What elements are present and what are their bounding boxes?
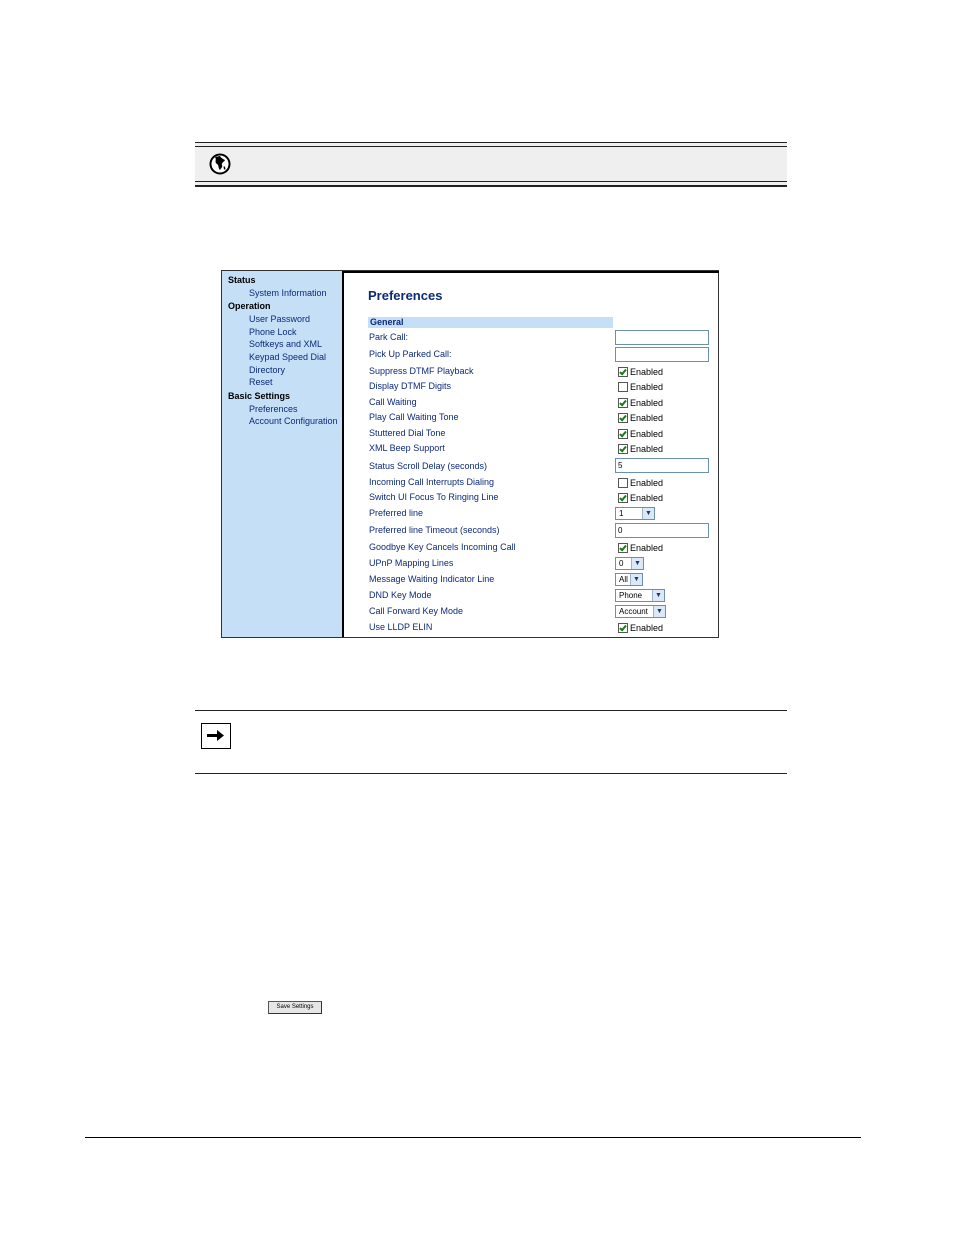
checkbox-box[interactable] [618, 398, 628, 408]
label-park-call: Park Call: [369, 332, 409, 342]
label-mwi-line: Message Waiting Indicator Line [369, 574, 495, 584]
select-value: Account [619, 607, 648, 616]
save-settings-button[interactable]: Save Settings [268, 1001, 322, 1014]
globe-icon [209, 153, 231, 175]
checkbox-box[interactable] [618, 367, 628, 377]
checkbox-box[interactable] [618, 382, 628, 392]
checkbox-label: Enabled [630, 413, 664, 423]
checkbox-label: Enabled [630, 444, 664, 454]
select-value: Phone [619, 591, 643, 600]
sidebar-item-preferences[interactable]: Preferences [249, 404, 298, 414]
checkbox-box[interactable] [618, 543, 628, 553]
checkbox-label: Enabled [630, 429, 664, 439]
label-use-lldp-elin: Use LLDP ELIN [369, 622, 433, 632]
checkbox-box[interactable] [618, 444, 628, 454]
call-forward-key-mode-select[interactable] [615, 605, 666, 618]
web-ui-bar [195, 142, 787, 187]
arrow-right-icon [201, 723, 231, 749]
chevron-down-icon[interactable]: ▼ [642, 508, 654, 519]
suppress-dtmf-checkbox[interactable] [618, 367, 663, 378]
footer-rule [85, 1137, 861, 1138]
checkbox-label: Enabled [630, 478, 664, 488]
rule [195, 185, 787, 187]
play-call-waiting-tone-checkbox[interactable] [618, 413, 663, 424]
sidebar-section-basic-settings[interactable]: Basic Settings [228, 391, 291, 401]
preferred-line-timeout-input[interactable]: 0 [615, 523, 709, 538]
rule [195, 142, 787, 143]
sidebar-item-softkeys-xml[interactable]: Softkeys and XML [249, 339, 323, 349]
sidebar-section-status[interactable]: Status [228, 275, 256, 285]
checkbox-label: Enabled [630, 543, 664, 553]
checkbox-label: Enabled [630, 493, 664, 503]
label-switch-ui-focus: Switch UI Focus To Ringing Line [369, 492, 499, 502]
header-rule [342, 271, 719, 273]
label-call-forward-key-mode: Call Forward Key Mode [369, 606, 464, 616]
sidebar-item-phone-lock[interactable]: Phone Lock [249, 327, 297, 337]
chevron-down-icon[interactable]: ▼ [653, 606, 665, 617]
dnd-key-mode-select[interactable] [615, 589, 665, 602]
sidebar-item-reset[interactable]: Reset [249, 377, 273, 387]
label-preferred-line: Preferred line [369, 508, 424, 518]
rule [195, 181, 787, 182]
label-incoming-call-interrupts: Incoming Call Interrupts Dialing [369, 477, 495, 487]
note-box [195, 710, 787, 774]
chevron-down-icon[interactable]: ▼ [631, 558, 643, 569]
section-header-general: General [368, 317, 613, 328]
stuttered-dial-tone-checkbox[interactable] [618, 429, 663, 440]
checkbox-label: Enabled [630, 398, 664, 408]
mwi-line-select[interactable] [615, 573, 643, 586]
sidebar-item-directory[interactable]: Directory [249, 365, 286, 375]
checkbox-box[interactable] [618, 623, 628, 633]
label-suppress-dtmf: Suppress DTMF Playback [369, 366, 474, 376]
select-value: All [619, 575, 628, 584]
preferences-screenshot [221, 270, 719, 638]
goodbye-key-cancels-checkbox[interactable] [618, 543, 663, 554]
upnp-mapping-lines-select[interactable] [615, 557, 644, 570]
display-dtmf-checkbox[interactable] [618, 382, 663, 393]
label-play-call-waiting-tone: Play Call Waiting Tone [369, 412, 459, 422]
checkbox-box[interactable] [618, 429, 628, 439]
select-value: 0 [619, 559, 624, 568]
sidebar-section-operation[interactable]: Operation [228, 301, 271, 311]
park-call-input[interactable] [615, 330, 709, 345]
status-scroll-delay-input[interactable]: 5 [615, 458, 709, 473]
pickup-parked-call-input[interactable] [615, 347, 709, 362]
label-goodbye-key-cancels: Goodbye Key Cancels Incoming Call [369, 542, 516, 552]
rule [195, 146, 787, 147]
preferred-line-select[interactable] [615, 507, 655, 520]
checkbox-box[interactable] [618, 413, 628, 423]
sidebar-nav [222, 271, 344, 637]
label-xml-beep-support: XML Beep Support [369, 443, 445, 453]
select-value: 1 [619, 509, 624, 518]
xml-beep-support-checkbox[interactable] [618, 444, 663, 455]
label-pickup-parked-call: Pick Up Parked Call: [369, 349, 452, 359]
checkbox-box[interactable] [618, 478, 628, 488]
use-lldp-elin-checkbox[interactable] [618, 623, 663, 634]
chevron-down-icon[interactable]: ▼ [652, 590, 664, 601]
sidebar-item-user-password[interactable]: User Password [249, 314, 311, 324]
checkbox-label: Enabled [630, 382, 664, 392]
label-dnd-key-mode: DND Key Mode [369, 590, 432, 600]
checkbox-box[interactable] [618, 493, 628, 503]
label-display-dtmf: Display DTMF Digits [369, 381, 452, 391]
checkbox-label: Enabled [630, 623, 664, 633]
sidebar-item-account-configuration[interactable]: Account Configuration [249, 416, 338, 426]
chevron-down-icon[interactable]: ▼ [630, 574, 642, 585]
call-waiting-checkbox[interactable] [618, 398, 663, 409]
sidebar-item-system-information[interactable]: System Information [249, 288, 327, 298]
label-stuttered-dial-tone: Stuttered Dial Tone [369, 428, 446, 438]
switch-ui-focus-checkbox[interactable] [618, 493, 663, 504]
label-upnp-mapping-lines: UPnP Mapping Lines [369, 558, 454, 568]
rule [195, 710, 787, 711]
label-preferred-line-timeout: Preferred line Timeout (seconds) [369, 525, 500, 535]
incoming-call-interrupts-checkbox[interactable] [618, 478, 663, 489]
checkbox-label: Enabled [630, 367, 664, 377]
label-call-waiting: Call Waiting [369, 397, 417, 407]
sidebar-item-keypad-speed-dial[interactable]: Keypad Speed Dial [249, 352, 327, 362]
rule [195, 773, 787, 774]
page-title: Preferences [368, 288, 443, 303]
label-status-scroll-delay: Status Scroll Delay (seconds) [369, 461, 488, 471]
